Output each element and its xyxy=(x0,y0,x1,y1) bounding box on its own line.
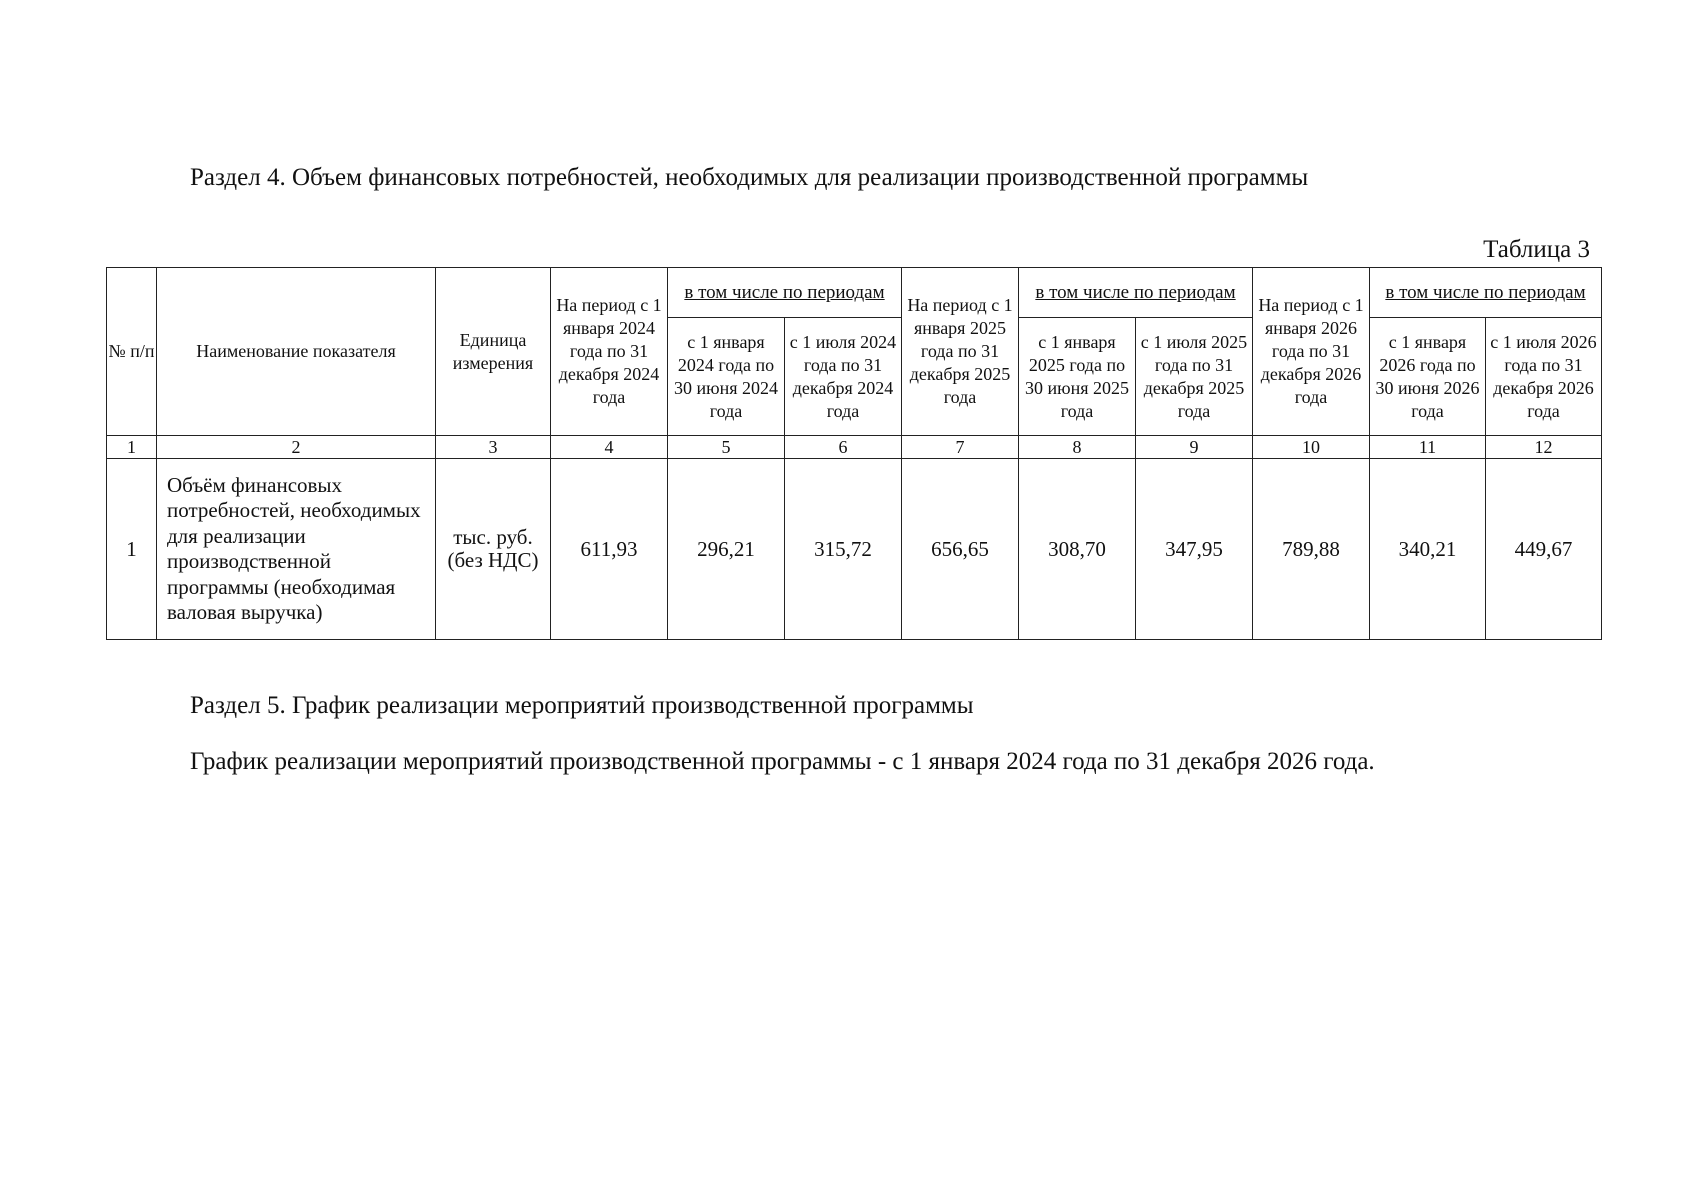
header-group-2026 xyxy=(1370,268,1602,318)
table-row xyxy=(107,459,1602,640)
column-number: 4 xyxy=(551,436,668,459)
header-h2-2024: с 1 июля 2024 года по 31 декабря 2024 года xyxy=(785,318,902,436)
table-caption: Таблица 3 xyxy=(1483,236,1590,263)
value-cell: 315,72 xyxy=(785,459,902,640)
header-period-2025: На период с 1 января 2025 года по 31 декабря 2025 года xyxy=(902,268,1019,436)
column-number: 6 xyxy=(785,436,902,459)
header-h2-2025: с 1 июля 2025 года по 31 декабря 2025 года xyxy=(1136,318,1253,436)
header-name: Наименование показателя xyxy=(157,268,436,436)
header-period-2026: На период с 1 января 2026 года по 31 декабря 2026 года xyxy=(1253,268,1370,436)
header-h1-2026: с 1 января 2026 года по 30 июня 2026 года xyxy=(1370,318,1486,436)
column-number: 5 xyxy=(668,436,785,459)
header-h2-2026: с 1 июля 2026 года по 31 декабря 2026 года xyxy=(1486,318,1602,436)
header-period-2024: На период с 1 января 2024 года по 31 декабря 2024 года xyxy=(551,268,668,436)
value-cell: 611,93 xyxy=(551,459,668,640)
group-label: в том числе по периодам xyxy=(1385,282,1586,303)
financial-needs-table xyxy=(106,267,1602,640)
value-cell: 789,88 xyxy=(1253,459,1370,640)
column-number: 9 xyxy=(1136,436,1253,459)
header-num: № п/п xyxy=(107,268,157,436)
value-cell: 340,21 xyxy=(1370,459,1486,640)
row-name: Объём финансовых потребностей, необходимых для реализации производственной программы (необходимая валовая выручка) xyxy=(157,459,436,640)
value-cell: 656,65 xyxy=(902,459,1019,640)
header-row-1 xyxy=(107,268,1602,318)
section-5-text: График реализации мероприятий производственной программы - с 1 января 2024 года по 31 декабря 2026 года. xyxy=(190,748,1375,775)
header-h1-2025: с 1 января 2025 года по 30 июня 2025 года xyxy=(1019,318,1136,436)
value-cell: 449,67 xyxy=(1486,459,1602,640)
header-h1-2024: с 1 января 2024 года по 30 июня 2024 года xyxy=(668,318,785,436)
column-number: 10 xyxy=(1253,436,1370,459)
section-5-title: Раздел 5. График реализации мероприятий производственной программы xyxy=(190,692,974,719)
column-number: 7 xyxy=(902,436,1019,459)
row-num: 1 xyxy=(107,459,157,640)
column-number: 3 xyxy=(436,436,551,459)
column-number: 1 xyxy=(107,436,157,459)
row-unit: тыс. руб. (без НДС) xyxy=(436,459,551,640)
column-number: 8 xyxy=(1019,436,1136,459)
value-cell: 347,95 xyxy=(1136,459,1253,640)
column-number: 11 xyxy=(1370,436,1486,459)
header-unit: Единица измерения xyxy=(436,268,551,436)
section-4-title: Раздел 4. Объем финансовых потребностей, необходимых для реализации производственной программы xyxy=(190,164,1309,191)
group-label: в том числе по периодам xyxy=(1035,282,1236,303)
column-number: 12 xyxy=(1486,436,1602,459)
group-label: в том числе по периодам xyxy=(684,282,885,303)
value-cell: 296,21 xyxy=(668,459,785,640)
header-group-2025 xyxy=(1019,268,1253,318)
column-numbers-row xyxy=(107,436,1602,459)
value-cell: 308,70 xyxy=(1019,459,1136,640)
header-group-2024 xyxy=(668,268,902,318)
column-number: 2 xyxy=(157,436,436,459)
